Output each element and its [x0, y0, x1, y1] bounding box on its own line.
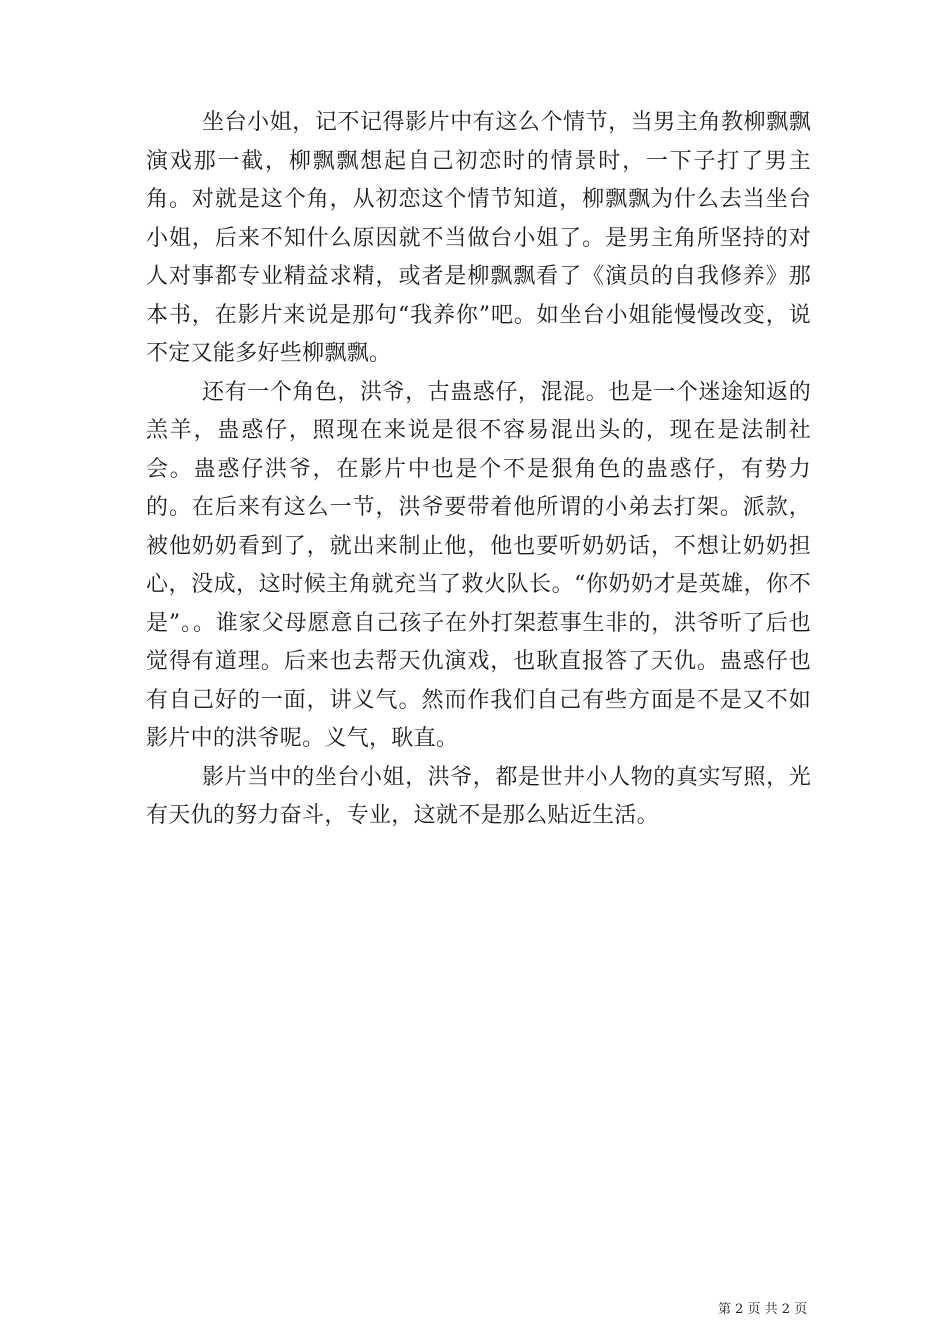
document-body	[146, 104, 811, 836]
paragraph-3: 影片当中的坐台小姐，洪爷，都是世井小人物的真实写照，光有天仇的努力奋斗，专业，这就不是那么贴近生活。	[146, 764, 811, 828]
paragraph-2: 还有一个角色，洪爷，古蛊惑仔，混混。也是一个迷途知返的羔羊，蛊惑仔，照现在来说是很不容易混出头的，现在是法制社会。蛊惑仔洪爷，在影片中也是个不是狠角色的蛊惑仔，有势力的。在后来有这么一节，洪爷要带着他所谓的小弟去打架。派款，被他奶奶看到了，就出来制止他，他也要听奶奶话，不想让奶奶担心，没成，这时候主角就充当了救火队长。“你奶奶才是英雄，你不是”。。谁家父母愿意自己孩子在外打架惹事生非的，洪爷听了后也觉得有道理。后来也去帮天仇演戏，也耿直报答了天仇。蛊惑仔也有自己好的一面，讲义气。然而作我们自己有些方面是不是又不如影片中的洪爷呢。义气，耿直。	[146, 379, 811, 751]
paragraph-1: 坐台小姐，记不记得影片中有这么个情节，当男主角教柳飘飘演戏那一截，柳飘飘想起自己初恋时的情景时，一下子打了男主角。对就是这个角，从初恋这个情节知道，柳飘飘为什么去当坐台小姐，后来不知什么原因就不当做台小姐了。是男主角所坚持的对人对事都专业精益求精，或者是柳飘飘看了《演员的自我修养》那本书，在影片来说是那句“我养你”吧。如坐台小姐能慢慢改变，说不定又能多好些柳飘飘。	[146, 110, 811, 366]
page-number: 第 2 页 共 2 页	[718, 1302, 808, 1317]
